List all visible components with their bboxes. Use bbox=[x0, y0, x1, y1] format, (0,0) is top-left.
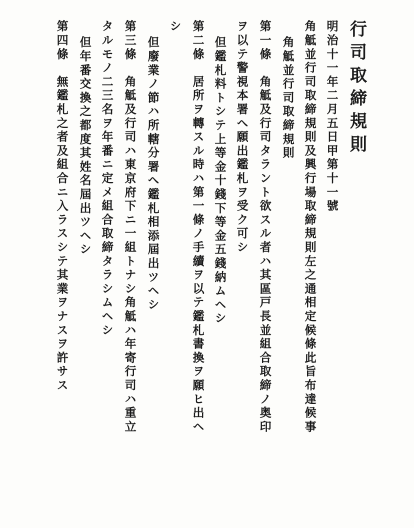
article-2-proviso: 但廢業ノ節ハ所轄分署へ鑑札相添屆出ツヘシ bbox=[146, 36, 161, 312]
article-1-proviso: 但鑑札料トシテ上等金十錢下等金五錢納ムヘシ bbox=[213, 36, 228, 326]
article-1: 第一條 角觝及行司タラント欲スル者ハ其區戸長並組合取締ノ奥印 bbox=[258, 20, 273, 434]
document-title: 行司取締規則 bbox=[346, 20, 366, 158]
decree-text: 角觝並行司取締規則及興行場取締規則左之通相定候條此旨布達候事 bbox=[303, 20, 318, 434]
article-2-continued: シ bbox=[168, 20, 183, 34]
article-4: 第四條 無鑑札之者及組合ニ入ラスシテ其業ヲナスヲ許サス bbox=[55, 20, 70, 393]
article-1-continued: ヲ以テ警視本署へ願出鑑札ヲ受ク可シ bbox=[235, 20, 250, 255]
article-3-continued: タルモノ二三名ヲ年番ニ定メ組合取締タラシムヘシ bbox=[100, 20, 115, 338]
article-2: 第二條 居所ヲ轉スル時ハ第一條ノ手續ヲ以テ鑑札書換ヲ願ヒ出ヘ bbox=[191, 20, 206, 434]
article-3-proviso: 但年番交換之都度其姓名屆出ツヘシ bbox=[78, 36, 93, 257]
article-3: 第三條 角觝及行司ハ東京府下ニ一組トナシ角觝ハ年寄行司ハ重立 bbox=[123, 20, 138, 434]
decree-date: 明治十一年二月五日甲第十一號 bbox=[325, 20, 340, 214]
rules-heading: 角觝並行司取締規則 bbox=[281, 36, 296, 161]
